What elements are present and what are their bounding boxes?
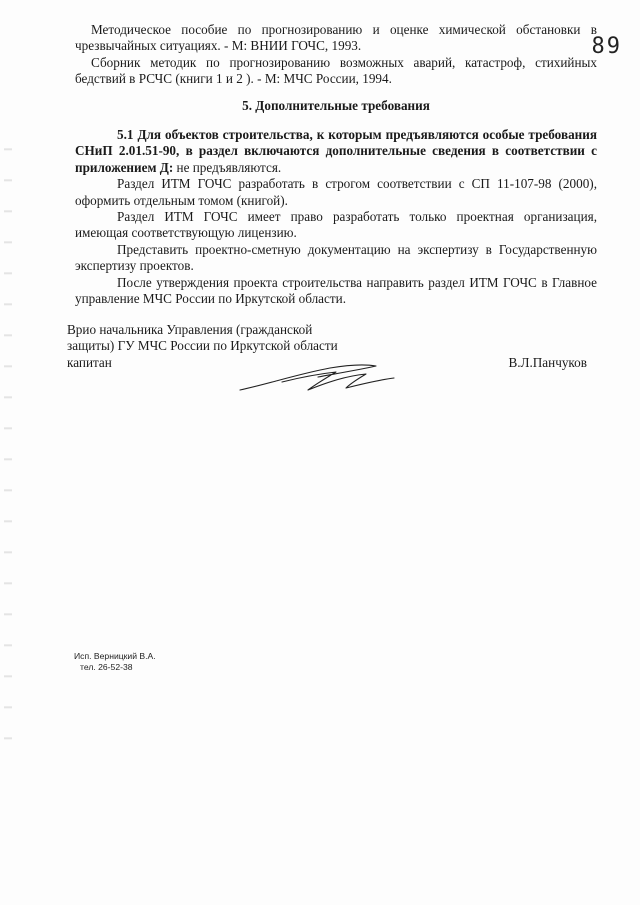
body-paragraph: Представить проектно-сметную документацию на экспертизу в Государственную экспертизу проектов. (75, 241, 597, 274)
reference-item: Сборник методик по прогнозированию возможных аварий, катастроф, стихийных бедствий в РСЧС (книги 1 и 2 ). - М: МЧС России, 1994. (75, 54, 597, 87)
executor-name: Исп. Верницкий В.А. (74, 651, 156, 661)
item-5-1-bold: 5.1 Для объектов строительства, к которым предъявляются особые требования СНиП 2.01.51-90, в раздел включаются дополнительные сведения в соответствии с приложением Д: (75, 127, 597, 175)
signer-title-line: Врио начальника Управления (гражданской (67, 322, 313, 337)
section-title: 5. Дополнительные требования (242, 98, 430, 113)
handwritten-signature (238, 360, 398, 396)
body-paragraph: Раздел ИТМ ГОЧС разработать в строгом соответствии с СП 11-107-98 (2000), оформить отдельным томом (книгой). (75, 176, 597, 208)
item-5-1-rest: не предъявляются. (173, 159, 282, 175)
signer-rank: капитан (67, 354, 112, 370)
signer-name: В.Л.Панчуков (508, 354, 587, 370)
reference-item: Методическое пособие по прогнозированию и оценке химической обстановки в чрезвычайных ситуациях. - М: ВНИИ ГОЧС, 1993. (75, 22, 597, 54)
references-block (75, 22, 597, 88)
body-paragraph: Раздел ИТМ ГОЧС имеет право разработать только проектная организация, имеющая соответствующую лицензию. (75, 209, 597, 241)
executor-phone: тел. 26-52-38 (80, 662, 133, 672)
page-number: 89 (591, 34, 622, 59)
signer-title-line: защиты) ГУ МЧС России по Иркутской области (67, 338, 338, 354)
scan-edge-artifact (4, 120, 12, 740)
item-5-1 (75, 127, 597, 176)
body-paragraph: После утверждения проекта строительства направить раздел ИТМ ГОЧС в Главное управление МЧС России по Иркутской области. (75, 274, 597, 307)
footer-executor (74, 651, 156, 673)
section-body (75, 127, 597, 307)
